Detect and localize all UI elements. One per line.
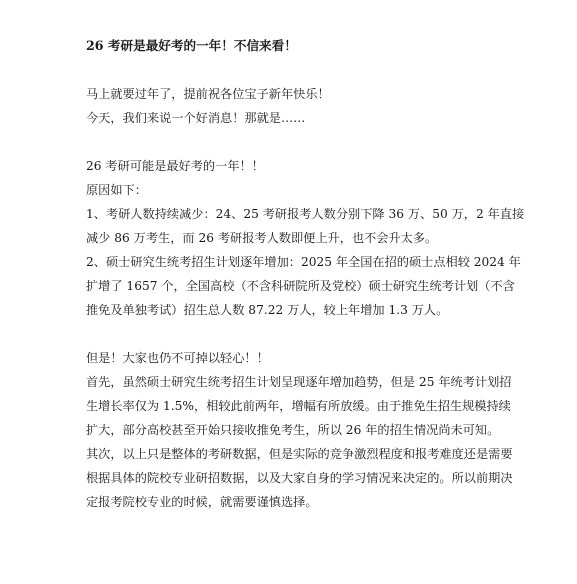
spacer	[86, 130, 506, 154]
para1-line-1: 首先，虽然硕士研究生统考招生计划呈现逐年增加趋势，但是 25 年统考计划招	[86, 375, 512, 389]
para1-line-2: 生增长率仅为 1.5%，相较此前两年，增幅有所放缓。由于推免生招生规模持续	[86, 399, 511, 413]
spacer	[86, 58, 506, 82]
para2-line-3: 定报考院校专业的时候，就需要谨慎选择。	[86, 495, 318, 509]
item1-line-2: 减少 86 万考生，而 26 考研报考人数即便上升，也不会升太多。	[86, 231, 438, 245]
item2-line-3: 推免及单独考试）招生总人数 87.22 万人，较上年增加 1.3 万人。	[86, 303, 449, 317]
intro-line-2: 今天，我们来说一个好消息！那就是……	[86, 111, 306, 125]
para2-line-2: 根据具体的院校专业研招数据，以及大家自身的学习情况来决定的。所以前期决	[86, 471, 513, 485]
item2-line-1: 2、硕士研究生统考招生计划逐年增加：2025 年全国在招的硕士点相较 2024 年	[86, 255, 521, 269]
reason-label: 原因如下：	[86, 183, 147, 197]
document-title: 26 考研是最好考的一年！不信来看！	[86, 38, 297, 53]
para2-line-1: 其次，以上只是整体的考研数据，但是实际的竞争激烈程度和报考难度还是需要	[86, 447, 513, 461]
spacer	[86, 322, 506, 346]
item2-line-2: 扩增了 1657 个，全国高校（不含科研院所及党校）硕士研究生统考计划（不含	[86, 279, 515, 293]
section2-heading: 但是！大家也仍不可掉以轻心！！	[86, 351, 269, 365]
para1-line-3: 扩大，部分高校甚至开始只接收推免考生，所以 26 年的招生情况尚未可知。	[86, 423, 500, 437]
item1-line-1: 1、考研人数持续减少：24、25 考研报考人数分别下降 36 万、50 万，2 年直接	[86, 207, 525, 221]
document-content	[86, 34, 525, 514]
section1-heading: 26 考研可能是最好考的一年！！	[86, 159, 264, 173]
intro-line-1: 马上就要过年了，提前祝各位宝子新年快乐！	[86, 87, 330, 101]
